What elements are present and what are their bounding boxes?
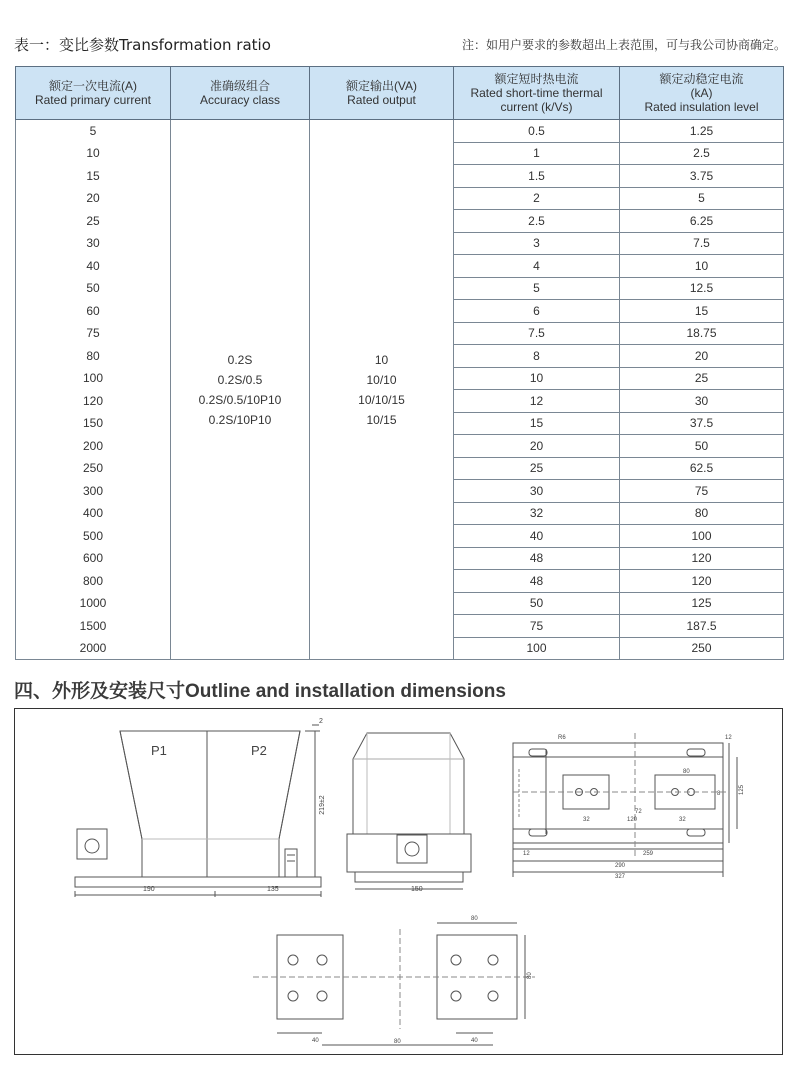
cell-thermal-current: 7.5: [454, 322, 620, 345]
table-note: 注：如用户要求的参数超出上表范围，可与我公司协商确定。: [461, 38, 786, 52]
terminal-w80-dim: 80: [471, 916, 478, 922]
cell-dynamic-current: 30: [620, 390, 784, 413]
front-height-dim: 219±2: [319, 795, 326, 815]
accuracy-class-item: 0.2S/0.5: [217, 372, 263, 387]
cell-primary-current: 60: [16, 300, 171, 323]
rated-output-item: 10/10: [366, 372, 397, 387]
front-label-p2: P2: [251, 743, 267, 758]
table-row: [16, 120, 784, 143]
cell-dynamic-current: 37.5: [620, 412, 784, 435]
cell-primary-current: 20: [16, 187, 171, 210]
cell-accuracy-class: [171, 120, 310, 660]
cell-primary-current: 1000: [16, 592, 171, 615]
cell-dynamic-current: 3.75: [620, 165, 784, 188]
col-rated-primary-current: 额定一次电流(A) Rated primary current: [16, 67, 171, 120]
cell-primary-current: 100: [16, 367, 171, 390]
cell-dynamic-current: 2.5: [620, 142, 784, 165]
cell-primary-current: 80: [16, 345, 171, 368]
top-d327-dim: 327: [615, 874, 626, 880]
front-terminal-box: [77, 829, 107, 859]
cell-dynamic-current: 100: [620, 525, 784, 548]
front-label-p1: P1: [151, 743, 167, 758]
cell-thermal-current: 50: [454, 592, 620, 615]
top-d32a-dim: 32: [583, 817, 590, 823]
cell-primary-current: 40: [16, 255, 171, 278]
accuracy-class-item: 0.2S: [227, 352, 253, 367]
front-right-width-dim: 135: [267, 886, 279, 893]
cell-dynamic-current: 5: [620, 187, 784, 210]
outline-drawing: [14, 708, 783, 1055]
front-base: [75, 877, 321, 887]
top-d72-dim: 72: [635, 809, 642, 815]
rated-output-item: 10: [374, 352, 389, 367]
transformation-ratio-table: [15, 66, 784, 660]
terminal-p40a-dim: 40: [312, 1038, 319, 1044]
cell-primary-current: 75: [16, 322, 171, 345]
cell-thermal-current: 48: [454, 570, 620, 593]
cell-thermal-current: 2: [454, 187, 620, 210]
col-rated-output: 额定输出(VA) Rated output: [310, 67, 454, 120]
cell-dynamic-current: 15: [620, 300, 784, 323]
cell-dynamic-current: 250: [620, 637, 784, 660]
top-d290-dim: 290: [615, 863, 626, 869]
cell-dynamic-current: 6.25: [620, 210, 784, 233]
cell-primary-current: 25: [16, 210, 171, 233]
rated-output-item: 10/15: [366, 412, 397, 427]
terminal-gap80-dim: 80: [394, 1039, 401, 1045]
top-d12-dim: 12: [725, 735, 732, 741]
table-title: 表一：变比参数Transformation ratio: [14, 36, 271, 54]
side-width-dim: 150: [411, 886, 423, 893]
cell-primary-current: 250: [16, 457, 171, 480]
cell-rated-output: [310, 120, 454, 660]
cell-primary-current: 15: [16, 165, 171, 188]
cell-thermal-current: 32: [454, 502, 620, 525]
cell-thermal-current: 12: [454, 390, 620, 413]
cell-primary-current: 500: [16, 525, 171, 548]
cell-primary-current: 2000: [16, 637, 171, 660]
cell-thermal-current: 2.5: [454, 210, 620, 233]
dimension-drawing-svg: [15, 709, 782, 1054]
cell-dynamic-current: 187.5: [620, 615, 784, 638]
cell-dynamic-current: 10: [620, 255, 784, 278]
top-d80-dim: 80: [683, 769, 690, 775]
cell-primary-current: 120: [16, 390, 171, 413]
front-top-gap-dim: 2: [319, 718, 323, 725]
cell-primary-current: 5: [16, 120, 171, 143]
cell-dynamic-current: 120: [620, 570, 784, 593]
cell-dynamic-current: 1.25: [620, 120, 784, 143]
cell-thermal-current: 25: [454, 457, 620, 480]
cell-primary-current: 800: [16, 570, 171, 593]
cell-primary-current: 200: [16, 435, 171, 458]
cell-dynamic-current: 25: [620, 367, 784, 390]
cell-thermal-current: 75: [454, 615, 620, 638]
cell-thermal-current: 10: [454, 367, 620, 390]
cell-thermal-current: 1.5: [454, 165, 620, 188]
cell-thermal-current: 0.5: [454, 120, 620, 143]
top-d8-dim: 8: [717, 791, 721, 797]
cell-dynamic-current: 125: [620, 592, 784, 615]
cell-thermal-current: 3: [454, 232, 620, 255]
top-d120-dim: 120: [627, 817, 638, 823]
cell-primary-current: 300: [16, 480, 171, 503]
front-left-width-dim: 190: [143, 886, 155, 893]
front-body: [120, 731, 300, 877]
cell-thermal-current: 4: [454, 255, 620, 278]
cell-thermal-current: 6: [454, 300, 620, 323]
cell-dynamic-current: 62.5: [620, 457, 784, 480]
cell-primary-current: 600: [16, 547, 171, 570]
cell-thermal-current: 30: [454, 480, 620, 503]
cell-dynamic-current: 80: [620, 502, 784, 525]
top-d12b-dim: 12: [523, 851, 530, 857]
table-header-row: [16, 67, 784, 120]
cell-dynamic-current: 20: [620, 345, 784, 368]
accuracy-class-item: 0.2S/0.5/10P10: [198, 392, 282, 407]
cell-thermal-current: 5: [454, 277, 620, 300]
cell-thermal-current: 8: [454, 345, 620, 368]
cell-thermal-current: 15: [454, 412, 620, 435]
col-dynamic-current: 额定动稳定电流 (kA) Rated insulation level: [620, 67, 784, 120]
cell-dynamic-current: 50: [620, 435, 784, 458]
accuracy-class-item: 0.2S/10P10: [208, 412, 272, 427]
cell-dynamic-current: 120: [620, 547, 784, 570]
cell-primary-current: 150: [16, 412, 171, 435]
col-accuracy-class: 准确级组合 Accuracy class: [171, 67, 310, 120]
cell-primary-current: 1500: [16, 615, 171, 638]
rated-output-item: 10/10/15: [358, 392, 405, 407]
cell-thermal-current: 1: [454, 142, 620, 165]
side-body: [353, 733, 464, 834]
cell-thermal-current: 100: [454, 637, 620, 660]
cell-thermal-current: 40: [454, 525, 620, 548]
cell-primary-current: 400: [16, 502, 171, 525]
cell-primary-current: 10: [16, 142, 171, 165]
cell-dynamic-current: 7.5: [620, 232, 784, 255]
front-ground-stud: [285, 849, 297, 877]
col-thermal-current: 额定短时热电流 Rated short-time thermal current (k/Vs): [454, 67, 620, 120]
cell-dynamic-current: 18.75: [620, 322, 784, 345]
section-title: 四、外形及安装尺寸Outline and installation dimensions: [14, 681, 506, 702]
top-d259-dim: 259: [643, 851, 654, 857]
top-radius-dim: R6: [558, 735, 566, 741]
top-d125-dim: 125: [739, 784, 745, 795]
cell-thermal-current: 48: [454, 547, 620, 570]
cell-primary-current: 50: [16, 277, 171, 300]
cell-thermal-current: 20: [454, 435, 620, 458]
side-base: [347, 834, 471, 872]
top-d32b-dim: 32: [679, 817, 686, 823]
terminal-h80-dim: 80: [527, 972, 533, 979]
top-base-plate: [513, 743, 723, 843]
terminal-p40b-dim: 40: [471, 1038, 478, 1044]
cell-dynamic-current: 12.5: [620, 277, 784, 300]
cell-dynamic-current: 75: [620, 480, 784, 503]
cell-primary-current: 30: [16, 232, 171, 255]
